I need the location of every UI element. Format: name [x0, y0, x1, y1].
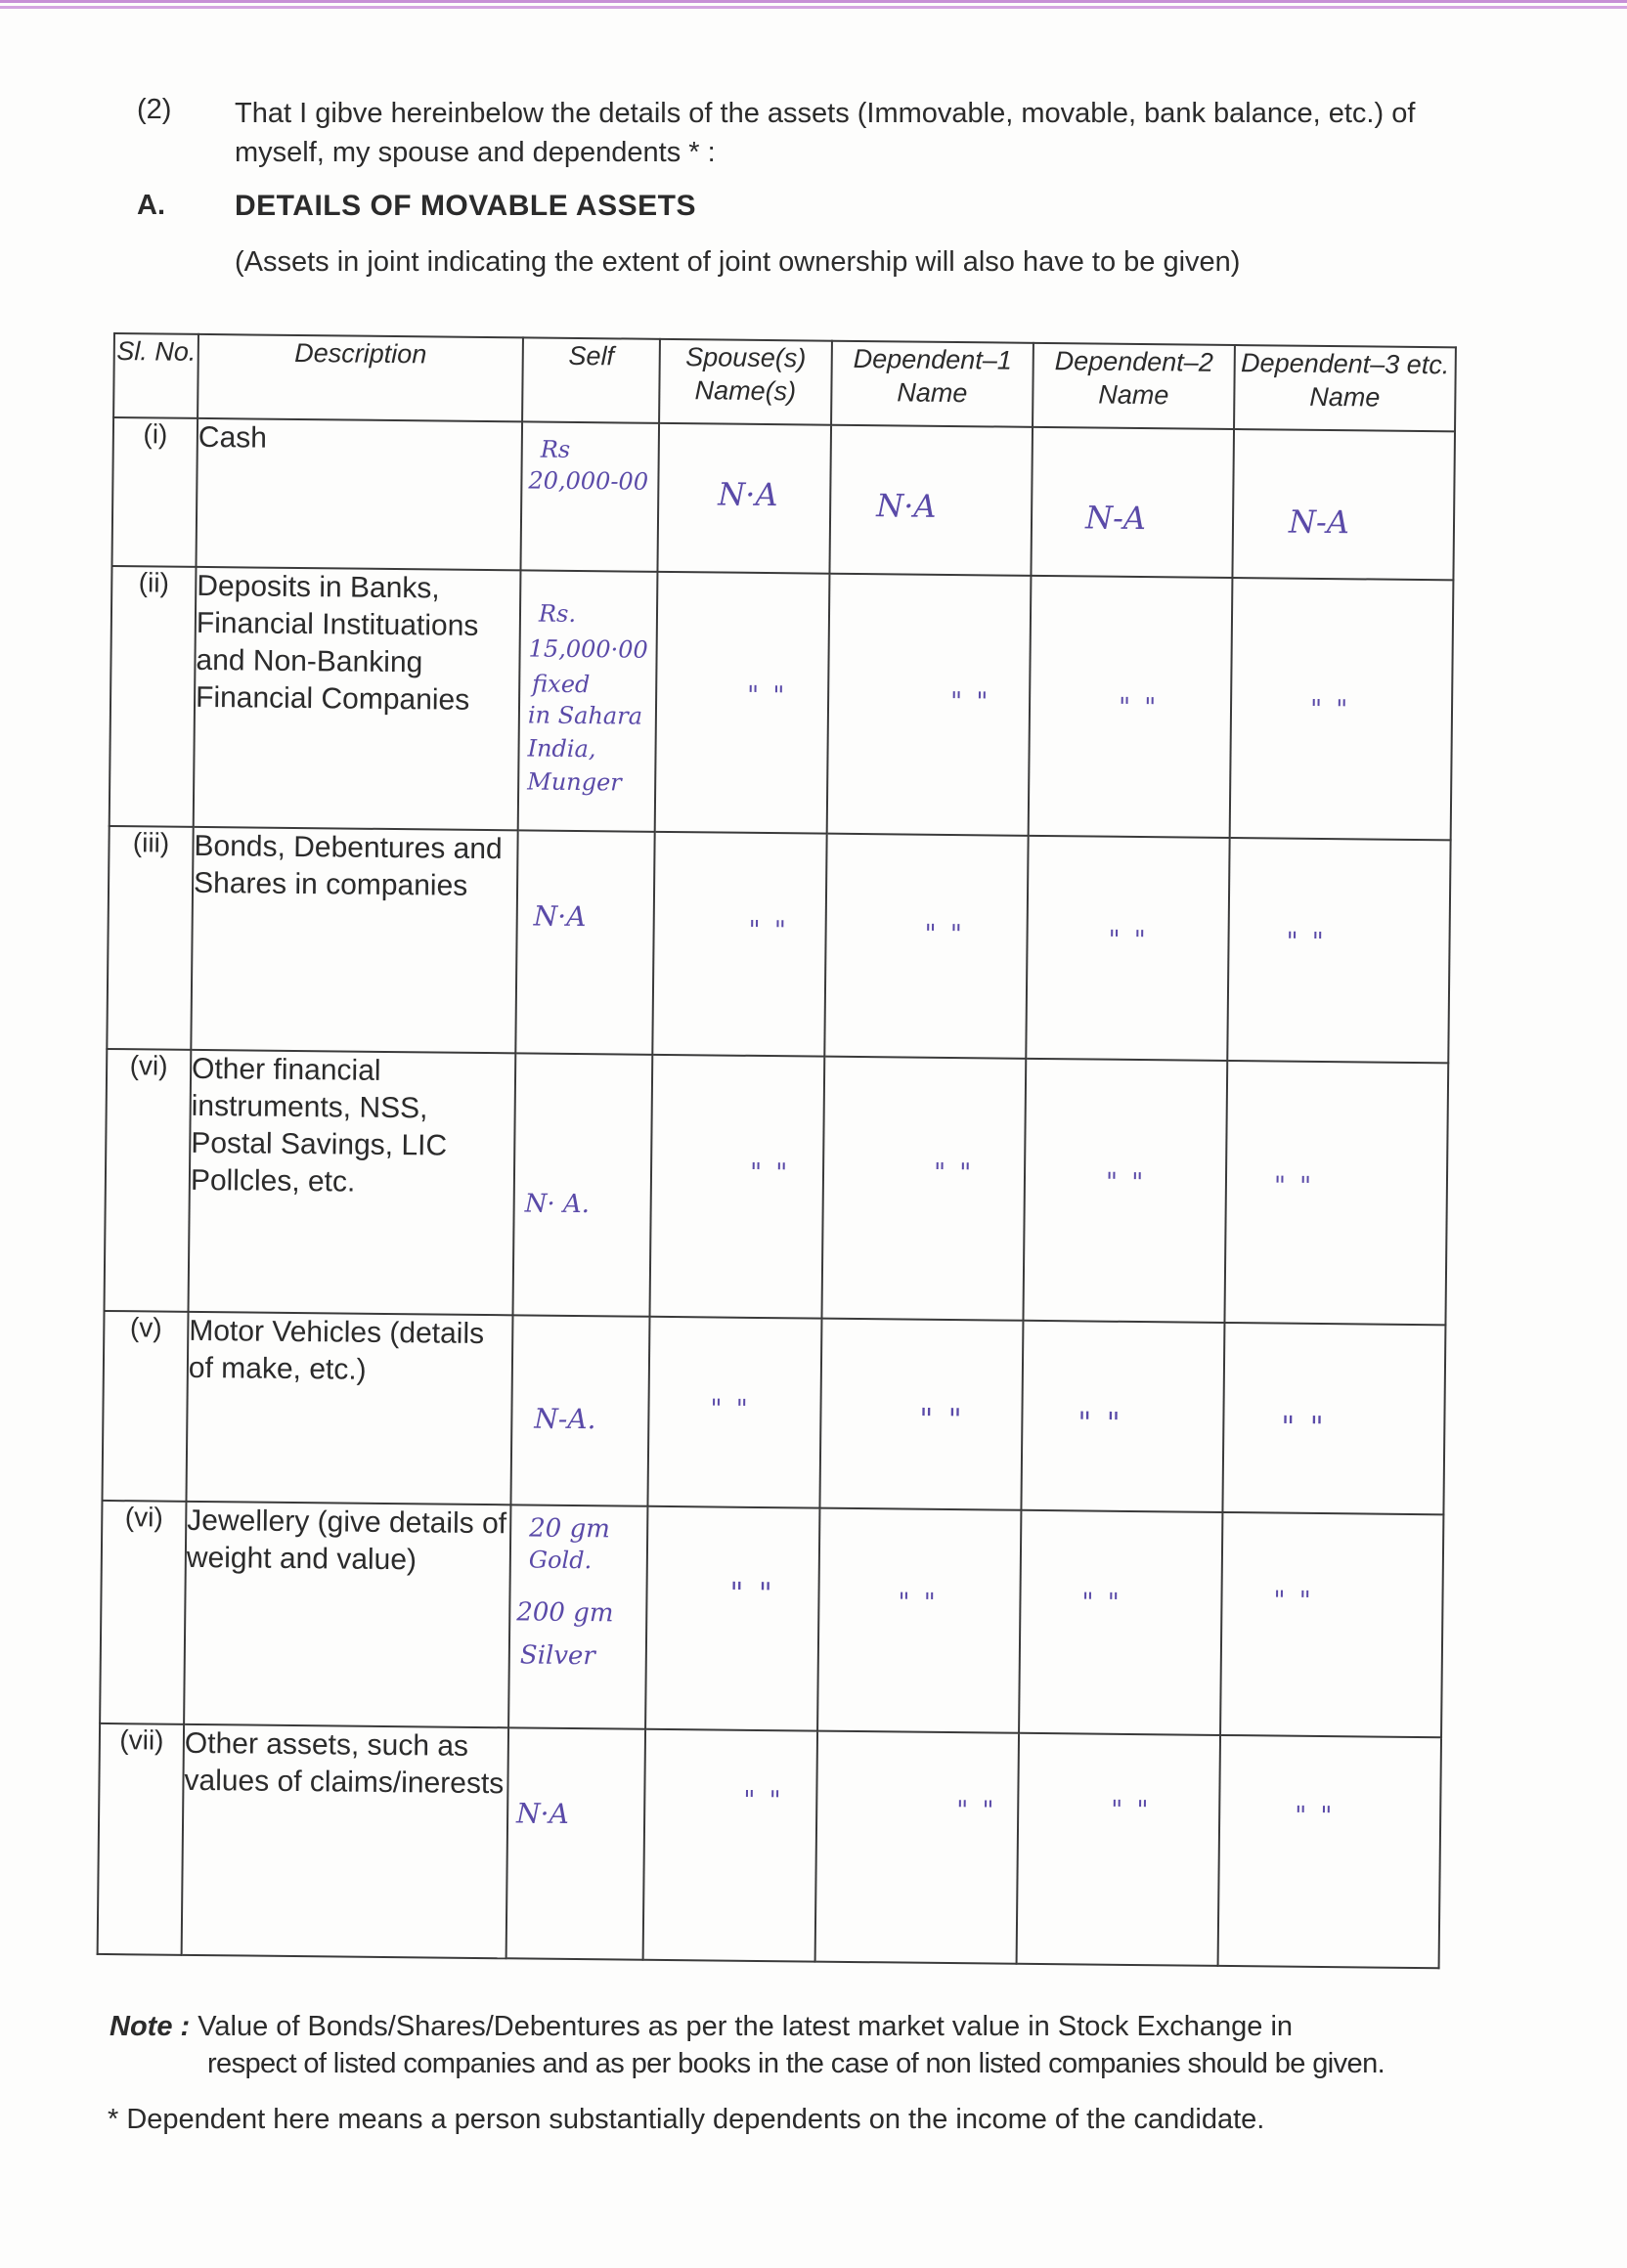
row-dep3-value — [1232, 429, 1455, 580]
row-spouse-value — [657, 423, 831, 574]
ditto-mark: " " — [746, 680, 788, 712]
row-dep3-value — [1230, 578, 1454, 840]
row-dep1-value — [827, 574, 1032, 836]
row-sl-no: (v) — [102, 1311, 188, 1502]
handwritten-value: N·A — [875, 487, 937, 525]
header-self: Self — [522, 337, 660, 422]
row-dep1-value — [817, 1508, 1021, 1733]
note-label: Note : — [110, 2011, 191, 2042]
section-letter: A. — [137, 190, 165, 221]
ditto-mark: " " — [949, 686, 991, 718]
row-spouse-value — [645, 1506, 819, 1731]
ditto-mark: " " — [1309, 694, 1351, 725]
handwritten-line: Silver — [519, 1640, 595, 1672]
row-description: Other financial instruments, NSS, Postal Savings, LIC Pollcles, etc. — [189, 1050, 516, 1315]
ditto-mark: " " — [919, 1402, 965, 1438]
ditto-mark: " " — [1118, 692, 1160, 723]
handwritten-line: India, — [527, 734, 596, 763]
row-dep2-value — [1017, 1733, 1220, 1966]
handwritten-line: 200 gm — [516, 1597, 614, 1629]
row-description: Cash — [196, 418, 522, 570]
row-spouse-value — [649, 1055, 824, 1319]
row-description: Jewellery (give details of weight and value) — [184, 1502, 510, 1727]
ditto-mark: " " — [710, 1394, 751, 1424]
row-dep1-value — [824, 834, 1028, 1059]
handwritten-value: N· A. — [524, 1189, 591, 1220]
row-description: Motor Vehicles (details of make, etc.) — [186, 1312, 512, 1505]
table-row — [107, 826, 1450, 1063]
row-dep1-value — [815, 1731, 1019, 1964]
handwritten-line: Rs — [540, 435, 571, 463]
handwritten-value: N·A — [515, 1797, 569, 1830]
top-border-line-2 — [0, 6, 1627, 9]
ditto-mark: " " — [1081, 1588, 1122, 1618]
ditto-mark: " " — [743, 1785, 784, 1816]
row-dep1-value — [819, 1319, 1023, 1510]
ditto-mark: " " — [729, 1576, 775, 1612]
ditto-mark: " " — [1286, 927, 1327, 958]
table-row — [98, 1723, 1441, 1968]
row-dep3-value — [1227, 838, 1450, 1063]
ditto-mark: " " — [1273, 1171, 1315, 1201]
ditto-mark: " " — [1105, 1167, 1147, 1199]
row-dep1-value — [821, 1057, 1026, 1321]
table-row — [102, 1311, 1445, 1514]
handwritten-line: Rs. — [538, 599, 577, 628]
row-sl-no: (i) — [111, 417, 198, 567]
row-dep2-value — [1026, 836, 1229, 1061]
row-sl-no: (iii) — [107, 826, 193, 1050]
table-row — [100, 1501, 1443, 1737]
handwritten-value: N·A — [533, 899, 587, 934]
header-sl-no: Sl. No. — [113, 333, 198, 418]
note-block — [110, 2008, 1439, 2082]
row-dep3-value — [1218, 1735, 1441, 1968]
ditto-mark: " " — [749, 1157, 791, 1189]
row-description: Deposits in Banks, Financial Instituations and Non-Banking Financial Companies — [194, 567, 521, 830]
handwritten-value: N-A — [1288, 502, 1350, 542]
row-description: Bonds, Debentures and Shares in companies — [191, 827, 517, 1053]
row-self-value — [510, 1315, 649, 1505]
top-border-line-1 — [0, 0, 1627, 3]
ditto-mark: " " — [956, 1796, 997, 1826]
handwritten-line: 20,000-00 — [528, 466, 649, 496]
row-spouse-value — [647, 1317, 821, 1508]
row-self-value — [508, 1505, 647, 1728]
paragraph-text: That I gibve hereinbelow the details of the assets (Immovable, movable, bank balance, etc.) of myself, my spouse and dependents * : — [235, 98, 1416, 168]
handwritten-value: N-A — [1084, 499, 1147, 538]
row-dep3-value — [1220, 1512, 1443, 1737]
movable-assets-table — [97, 332, 1457, 1969]
row-dep2-value — [1023, 1059, 1227, 1323]
row-dep2-value — [1019, 1510, 1222, 1735]
row-dep2-value — [1031, 427, 1234, 578]
row-dep2-value — [1021, 1321, 1224, 1512]
row-sl-no: (vii) — [98, 1723, 184, 1955]
handwritten-line: 20 gm — [529, 1513, 611, 1545]
row-self-value — [512, 1053, 652, 1316]
ditto-mark: " " — [748, 915, 789, 946]
header-description: Description — [198, 334, 523, 421]
ditto-mark: " " — [898, 1588, 939, 1618]
table-row — [105, 1049, 1449, 1325]
header-dependent-3: Dependent–3 etc. Name — [1234, 345, 1456, 431]
row-sl-no: (vi) — [105, 1049, 192, 1312]
table-row — [111, 417, 1455, 580]
section-title: DETAILS OF MOVABLE ASSETS — [235, 190, 696, 222]
row-self-value — [506, 1727, 645, 1959]
row-sl-no: (vi) — [100, 1501, 186, 1724]
handwritten-line: in Sahara — [527, 701, 643, 730]
ditto-mark: " " — [933, 1157, 975, 1189]
handwritten-value: N·A — [718, 475, 778, 514]
ditto-mark: " " — [1281, 1410, 1327, 1446]
ditto-mark: " " — [1111, 1795, 1152, 1826]
row-dep3-value — [1224, 1061, 1448, 1325]
row-dep3-value — [1222, 1323, 1445, 1514]
row-spouse-value — [643, 1729, 817, 1962]
ditto-mark: " " — [1108, 925, 1149, 956]
assets-table-container — [97, 332, 1455, 1969]
ditto-mark: " " — [924, 919, 965, 950]
ditto-mark: " " — [1295, 1801, 1336, 1832]
row-spouse-value — [655, 572, 830, 834]
table-header-row — [113, 333, 1456, 431]
row-dep2-value — [1029, 576, 1233, 838]
handwritten-line: Gold. — [528, 1546, 593, 1575]
row-sl-no: (ii) — [110, 566, 197, 827]
top-border-decoration — [0, 0, 1627, 10]
handwritten-line: Munger — [527, 767, 622, 797]
row-spouse-value — [652, 832, 826, 1057]
row-self-value — [520, 421, 659, 571]
handwritten-line: 15,000·00 — [528, 634, 648, 664]
footnote: * Dependent here means a person substantially dependents on the income of the candidate. — [108, 2104, 1265, 2135]
handwritten-line: fixed — [532, 670, 591, 699]
ditto-mark: " " — [1077, 1406, 1123, 1441]
note-text-continuation: respect of listed companies and as per books in the case of non listed companies should be given. — [207, 2048, 1385, 2079]
header-spouse: Spouse(s) Name(s) — [659, 339, 832, 425]
section-subtitle: (Assets in joint indicating the extent of joint ownership will also have to be given) — [235, 246, 1241, 278]
header-dependent-1: Dependent–1 Name — [831, 341, 1033, 427]
row-self-value — [515, 830, 654, 1054]
row-dep1-value — [829, 425, 1033, 576]
row-self-value — [518, 570, 658, 831]
header-dependent-2: Dependent–2 Name — [1033, 343, 1235, 429]
paragraph-number: (2) — [137, 94, 172, 125]
handwritten-value: N-A. — [534, 1402, 596, 1436]
note-text-first-line: Value of Bonds/Shares/Debentures as per the latest market value in Stock Exchange in — [198, 2011, 1294, 2042]
ditto-mark: " " — [1273, 1586, 1314, 1616]
row-description: Other assets, such as values of claims/inerests — [182, 1724, 508, 1958]
table-row — [110, 566, 1454, 840]
